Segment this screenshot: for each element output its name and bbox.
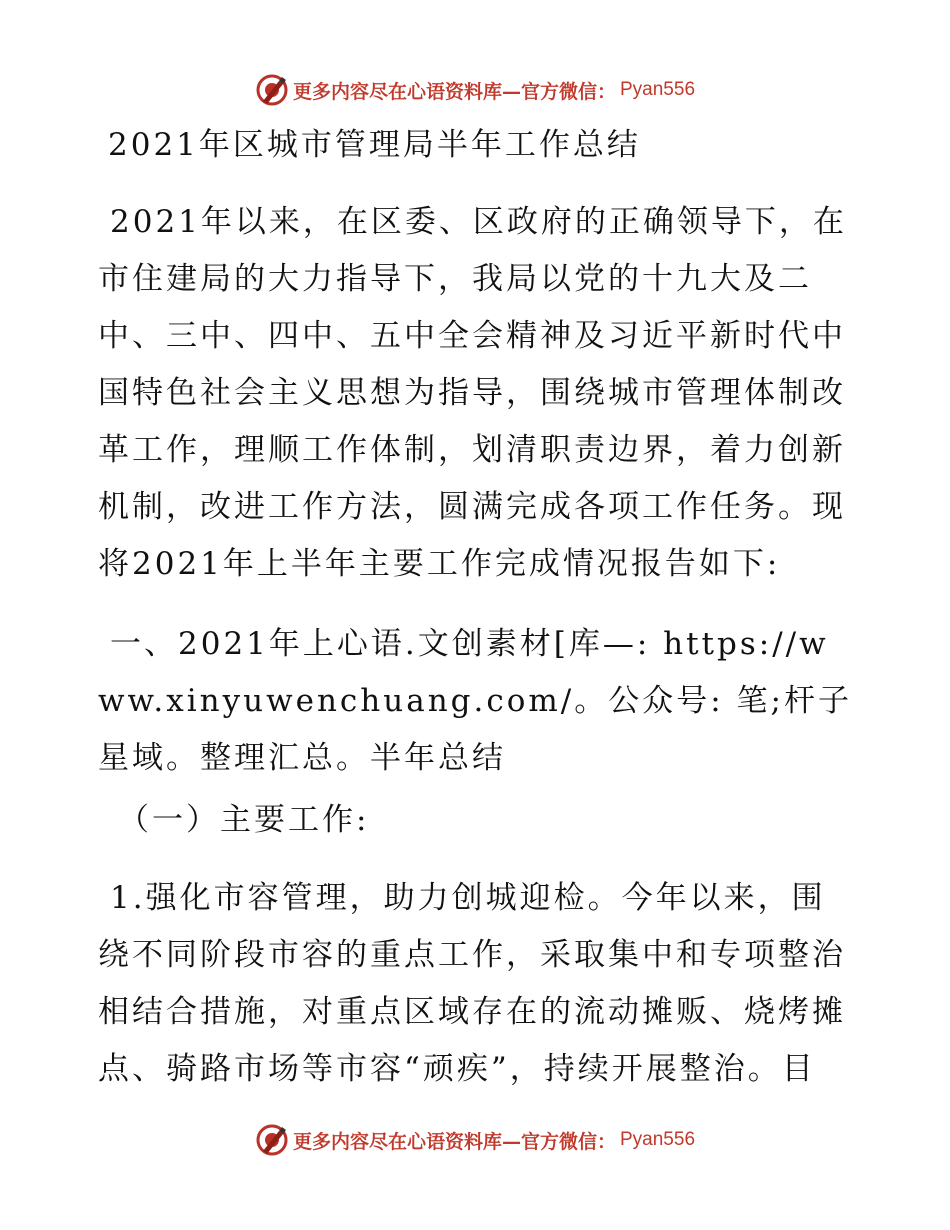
intro-paragraph: 2021年以来，在区委、区政府的正确领导下，在市住建局的大力指导下，我局以党的十九大及二中、三中、四中、五中全会精神及习近平新时代中国特色社会主义思想为指导，围绕城市管理体制改革工作，理顺工作体制，划清职责边界，着力创新机制，改进工作方法，圆满完成各项工作任务。现将2021年上半年主要工作完成情况报告如下: [98,204,847,582]
footer-banner [0,1120,950,1160]
banner-slogan: 更多内容尽在心语资料库—官方微信： [292,80,616,103]
banner-slogan: 更多内容尽在心语资料库—官方微信： [292,1130,616,1153]
item-paragraph: 1.强化市容管理，助力创城迎检。今年以来，围绕不同阶段市容的重点工作，采取集中和专项整治相结合措施，对重点区域存在的流动摊贩、烧烤摊点、骑路市场等市容“顽疾”，持续开展整治。目 [98,880,846,1087]
header-banner [0,70,950,110]
pen-logo-icon [255,73,289,107]
banner-wechat-id: Pyan556 [620,1129,696,1150]
section-heading-paragraph: 一、2021年上心语.文创素材[库—: https://www.xinyuwenchuang.com/。公众号: 笔;杆子星域。整理汇总。半年总结 [98,626,852,776]
document-title: 2021年区城市管理局半年工作总结 [108,127,641,163]
pen-logo-icon [255,1123,289,1157]
banner-wechat-id: Pyan556 [620,79,696,100]
subsection-heading: （一）主要工作: [118,802,370,838]
